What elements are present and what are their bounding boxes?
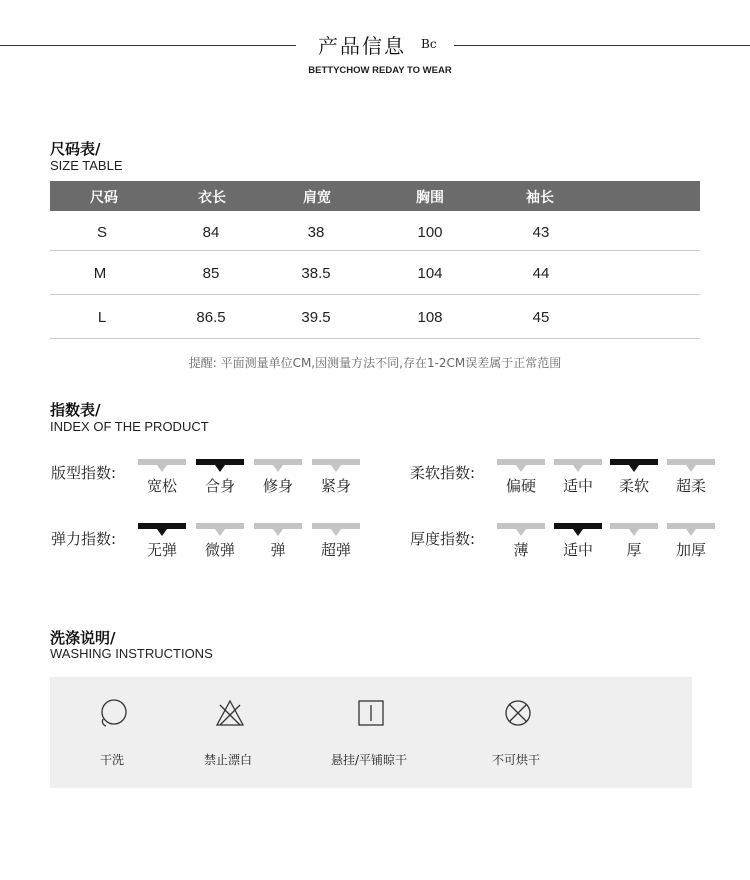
softness-option: 适中 <box>554 459 602 465</box>
wash-label: 干洗 <box>99 753 124 767</box>
column-header: 胸围 <box>416 190 444 206</box>
fit-option: 紧身 <box>312 459 360 465</box>
softness-option: 偏硬 <box>497 459 545 465</box>
table-row <box>50 211 700 251</box>
elasticity-option: 弹 <box>254 523 302 529</box>
brand-logo: Bc <box>421 37 437 51</box>
table-cell: 100 <box>417 224 443 241</box>
elasticity-option: 微弹 <box>196 523 244 529</box>
wash-item-dry-clean <box>52 677 172 788</box>
softness-option: 超柔 <box>667 459 715 465</box>
table-cell: 45 <box>532 309 550 326</box>
no-tumble-dry-icon <box>502 697 534 729</box>
thickness-option: 加厚 <box>667 523 715 529</box>
table-cell: 85 <box>202 265 220 282</box>
thickness-option: 厚 <box>610 523 658 529</box>
table-cell: L <box>97 309 107 326</box>
fit-index-label: 版型指数: <box>51 464 117 482</box>
fit-option: 宽松 <box>138 459 186 465</box>
table-cell: 39.5 <box>301 309 331 326</box>
measurement-note: 提醒: 平面测量单位CM,因测量方法不同,存在1-2CM误差属于正常范围 <box>188 356 562 370</box>
column-header: 袖长 <box>526 190 554 206</box>
table-cell: 108 <box>417 309 443 326</box>
no-bleach-icon <box>214 697 246 729</box>
thickness-option: 薄 <box>497 523 545 529</box>
table-cell: 44 <box>532 265 550 282</box>
table-cell: 38.5 <box>301 265 331 282</box>
brand-subtitle: BETTYCHOW REDAY TO WEAR <box>308 65 452 76</box>
table-cell: 38 <box>307 224 325 241</box>
index-table-subtitle: INDEX OF THE PRODUCT <box>50 419 209 434</box>
column-header: 尺码 <box>90 190 118 206</box>
header-line-right <box>454 45 750 46</box>
size-table-title: 尺码表/ <box>50 140 101 158</box>
wash-item-no-tumble-dry <box>456 677 576 788</box>
index-table-title: 指数表/ <box>50 401 101 419</box>
softness-option-selected: 柔软 <box>610 459 658 465</box>
elasticity-option: 超弹 <box>312 523 360 529</box>
column-header: 衣长 <box>198 190 226 206</box>
softness-index-label: 柔软指数: <box>410 464 476 482</box>
elasticity-index-label: 弹力指数: <box>51 530 117 548</box>
column-header: 肩宽 <box>303 190 331 206</box>
washing-title: 洗涤说明/ <box>50 629 116 647</box>
wash-label: 不可烘干 <box>491 753 540 767</box>
size-table-header <box>50 181 700 211</box>
table-row <box>50 251 700 295</box>
thickness-option-selected: 适中 <box>554 523 602 529</box>
wash-label: 悬挂/平铺晾干 <box>330 753 408 767</box>
header-line-left <box>0 45 296 46</box>
wash-label: 禁止漂白 <box>203 753 252 767</box>
hang-dry-icon <box>355 697 387 729</box>
fit-option-selected: 合身 <box>196 459 244 465</box>
washing-subtitle: WASHING INSTRUCTIONS <box>50 646 213 661</box>
table-cell: M <box>93 265 107 282</box>
page-title: 产品信息 <box>318 34 406 58</box>
wash-item-hang-dry <box>309 677 429 788</box>
elasticity-option-selected: 无弹 <box>138 523 186 529</box>
table-cell: 104 <box>417 265 443 282</box>
table-cell: S <box>96 224 108 241</box>
size-table-subtitle: SIZE TABLE <box>50 158 123 173</box>
table-cell: 43 <box>532 224 550 241</box>
dry-clean-icon <box>98 697 130 729</box>
size-table <box>50 181 700 339</box>
table-cell: 84 <box>202 224 220 241</box>
wash-item-no-bleach <box>168 677 288 788</box>
washing-panel <box>50 677 692 788</box>
fit-option: 修身 <box>254 459 302 465</box>
thickness-index-label: 厚度指数: <box>410 530 476 548</box>
table-row <box>50 295 700 339</box>
table-cell: 86.5 <box>196 309 226 326</box>
